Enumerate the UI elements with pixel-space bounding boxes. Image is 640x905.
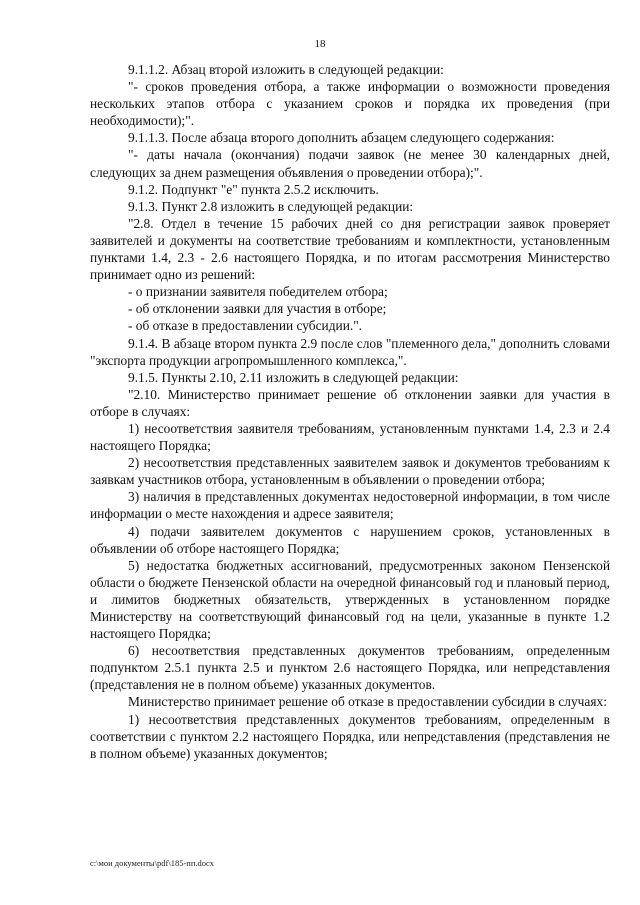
list-item: 5) недостатка бюджетных ассигнований, предусмотренных законом Пензенской области о бюджете Пензенской области на очередной финансовый год и плановый период, и лимитов бюджетных обязательств, утвержденных в установленном порядке Министерству на соответствующий финансовый год на цели, указанные в пункте 1.2 настоящего Порядка; [90,557,610,642]
paragraph: "- сроков проведения отбора, а также информации о возможности проведения нескольких этапов отбора с указанием сроков и порядка их проведения (при необходимости);". [90,79,610,129]
paragraph: 9.1.2. Подпункт "е" пункта 2.5.2 исключить. [128,181,379,197]
paragraph: "2.8. Отдел в течение 15 рабочих дней со дня регистрации заявок проверяет заявителей и документы на соответствие требованиям и комплектности, установленным пунктами 1.4, 2.3 - 2.6 настоящего Порядка, и по итогам рассмотрения Министерство принимает одно из решений: [90,215,610,283]
list-item: 1) несоответствия представленных документов требованиям, определенным в соответствии с пунктом 2.2 настоящего Порядка, или непредставления (представления не в полном объеме) указанных документов; [90,711,610,761]
paragraph: 9.1.1.2. Абзац второй изложить в следующей редакции: [128,62,444,77]
list-item: 6) несоответствия представленных документов требованиям, определенным подпунктом 2.5.1 пункта 2.5 и пунктом 2.6 настоящего Порядка, или непредставления (представления не в полном объеме) указанных документов. [90,643,610,693]
paragraph: "2.10. Министерство принимает решение об отклонении заявки для участия в отборе в случаях: [90,386,610,419]
page-number: 18 [314,38,326,50]
paragraph: Министерство принимает решение об отказе в предоставлении субсидии в случаях: [128,694,607,710]
paragraph: 9.1.4. В абзаце втором пункта 2.9 после слов "племенного дела," дополнить словами "экспорта продукции агропромышленного комплекса,". [90,335,610,368]
list-item: 3) наличия в представленных документах недостоверной информации, в том числе информации о месте нахождения и адресе заявителя; [90,489,610,522]
paragraph: 9.1.1.3. После абзаца второго дополнить абзацем следующего содержания: [128,130,555,146]
list-item: - о признании заявителя победителем отбора; [128,284,388,300]
list-item: - об отклонении заявки для участия в отборе; [128,301,387,317]
footer-file-path: c:\мои документы\pdf\185-пп.docx [90,858,215,868]
paragraph: 9.1.3. Пункт 2.8 изложить в следующей редакции: [128,198,414,214]
list-item: 2) несоответствия представленных заявителем заявок и документов требованиям к заявкам участников отбора, установленным в объявлении о проведении отбора; [90,455,610,488]
list-item: 4) подачи заявителем документов с нарушением сроков, установленных в объявлении об отборе настоящего Порядка; [90,523,610,556]
paragraph: 9.1.5. Пункты 2.10, 2.11 изложить в следующей редакции: [128,369,459,385]
paragraph: "- даты начала (окончания) подачи заявок (не менее 30 календарных дней, следующих за днем размещения объявления о проведении отбора);". [90,147,610,180]
document-body [90,61,610,762]
list-item: 1) несоответствия заявителя требованиям, установленным пунктами 1.4, 2.3 и 2.4 настоящего Порядка; [90,420,610,454]
list-item: - об отказе в предоставлении субсидии.". [128,318,363,334]
